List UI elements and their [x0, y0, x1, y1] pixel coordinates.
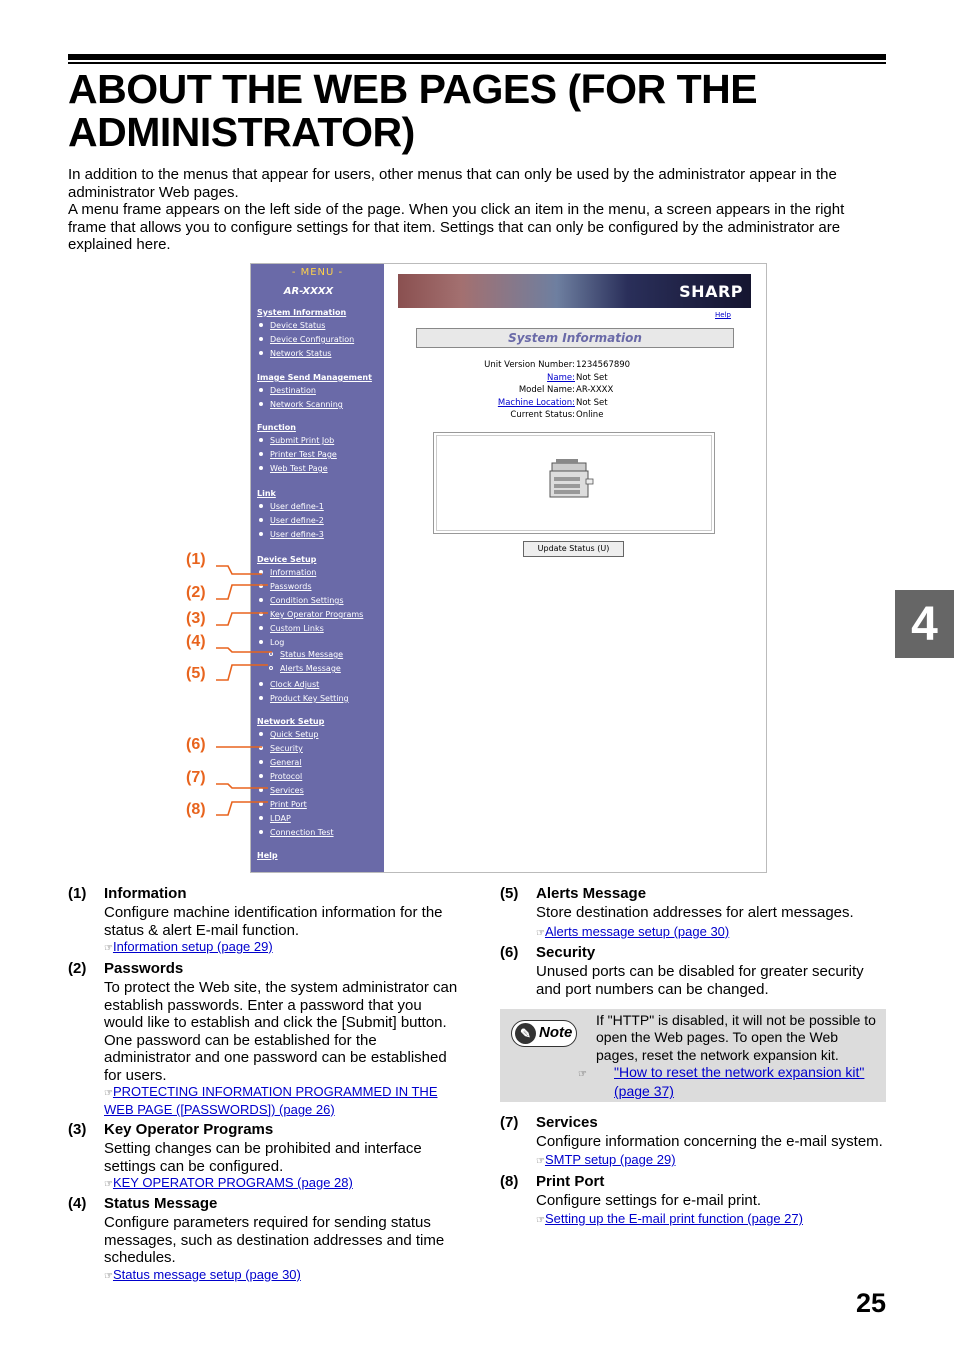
note-badge: ✎ Note [511, 1020, 577, 1047]
item-ref: ☞Alerts message setup (page 30) [536, 924, 730, 939]
note-box [500, 1009, 886, 1102]
menu-section-heading[interactable]: Device Setup [257, 555, 317, 564]
item-desc: Configure information concerning the e-mail system. [536, 1133, 883, 1150]
item-number: (6) [500, 944, 519, 961]
item-desc: Configure settings for e-mail print. [536, 1192, 762, 1209]
info-label: Unit Version Number: [484, 360, 575, 370]
item-ref: ☞Information setup (page 29) [104, 939, 273, 954]
callout-1: (1) [186, 551, 206, 568]
item-desc: Configure machine identification information for the status & alert E-mail function. [104, 904, 443, 939]
item-title: Print Port [536, 1173, 605, 1190]
menu-item[interactable]: Key Operator Programs [259, 610, 363, 619]
info-label[interactable]: Machine Location: [497, 397, 575, 408]
menu-item[interactable]: Web Test Page [259, 464, 328, 473]
menu-section-heading[interactable]: Function [257, 423, 296, 432]
item-title: Status Message [104, 1195, 218, 1212]
info-label[interactable]: Name: [547, 372, 575, 383]
menu-model: AR-XXXX [283, 286, 334, 297]
item-ref: ☞PROTECTING INFORMATION PROGRAMMED IN THE WEB PAGE ([PASSWORDS]) (page 26) [104, 1084, 438, 1117]
item-number: (1) [68, 885, 87, 902]
menu-item[interactable]: LDAP [259, 814, 291, 823]
menu-section-heading[interactable]: Link [257, 489, 276, 498]
callout-2: (2) [186, 584, 206, 601]
copier-icon [548, 457, 594, 499]
menu-item[interactable]: Protocol [259, 772, 302, 781]
panel-title: System Information [416, 328, 734, 348]
menu-item[interactable]: General [259, 758, 302, 767]
menu-item[interactable]: Connection Test [259, 828, 334, 837]
callout-5: (5) [186, 665, 206, 682]
menu-item[interactable]: Security [259, 744, 303, 753]
menu-item[interactable]: Passwords [259, 582, 312, 591]
menu-item[interactable]: Print Port [259, 800, 307, 809]
top-rule-thin [68, 62, 886, 64]
pencil-icon: ✎ [515, 1023, 536, 1044]
update-status-button[interactable]: Update Status (U) [523, 541, 624, 557]
item-desc: Unused ports can be disabled for greater security and port numbers can be changed. [536, 963, 864, 998]
item-title: Security [536, 944, 596, 961]
top-rule [68, 54, 886, 60]
menu-title: - MENU - [291, 267, 344, 278]
info-label: Current Status: [510, 410, 575, 420]
menu-item[interactable]: Device Status [259, 321, 325, 330]
menu-item[interactable]: User define-3 [259, 530, 324, 539]
item-desc: Setting changes can be prohibited and interface settings can be configured. [104, 1140, 422, 1175]
item-title: Passwords [104, 960, 184, 977]
menu-item[interactable]: Network Status [259, 349, 331, 358]
item-title: Key Operator Programs [104, 1121, 274, 1138]
info-label: Model Name: [518, 385, 575, 395]
item-ref: ☞Setting up the E-mail print function (page 27) [536, 1211, 803, 1226]
item-desc: To protect the Web site, the system administrator can establish passwords. Enter a password that you would like to establish and click the [Submit] button. One password can be established for the administrator and one password can be established for users. [104, 979, 458, 1084]
item-number: (7) [500, 1114, 519, 1131]
info-value: Not Set [576, 397, 608, 408]
sharp-banner [398, 274, 751, 308]
ref-link[interactable]: KEY OPERATOR PROGRAMS (page 28) [112, 1175, 353, 1190]
menu-item[interactable]: User define-2 [259, 516, 324, 525]
menu-item[interactable]: Network Scanning [259, 400, 343, 409]
menu-item[interactable]: Alerts Message [269, 664, 341, 673]
menu-item[interactable]: Custom Links [259, 624, 324, 633]
info-value: AR-XXXX [576, 385, 614, 395]
ref-link[interactable]: Setting up the E-mail print function (page 27) [544, 1211, 803, 1226]
menu-help-link[interactable]: Help [257, 851, 278, 860]
menu-item[interactable]: Clock Adjust [259, 680, 319, 689]
info-value: Online [576, 410, 604, 420]
menu-item[interactable]: Services [259, 786, 304, 795]
item-ref: ☞KEY OPERATOR PROGRAMS (page 28) [104, 1175, 353, 1190]
intro-paragraph-2: A menu frame appears on the left side of the page. When you click an item in the menu, a screen appears in the right frame that allows you to configure settings for that item. Settings that can only be configured by the administrator are explained here. [68, 201, 845, 253]
menu-item[interactable]: Printer Test Page [259, 450, 337, 459]
sharp-logo: SHARP [679, 282, 743, 301]
info-value: Not Set [576, 372, 608, 383]
item-ref: ☞SMTP setup (page 29) [536, 1152, 676, 1167]
menu-item[interactable]: Product Key Setting [259, 694, 349, 703]
item-title: Alerts Message [536, 885, 647, 902]
menu-item[interactable]: Submit Print Job [259, 436, 334, 445]
menu-item[interactable]: Log [259, 638, 284, 647]
menu-item[interactable]: Destination [259, 386, 316, 395]
ref-link[interactable]: PROTECTING INFORMATION PROGRAMMED IN THE WEB PAGE ([PASSWORDS]) (page 26) [104, 1084, 438, 1117]
callout-3: (3) [186, 610, 206, 627]
note-ref-link[interactable]: "How to reset the network expansion kit" (page 37) [614, 1063, 865, 1100]
callout-7: (7) [186, 769, 206, 786]
menu-section-heading[interactable]: Image Send Management [257, 373, 372, 382]
note-text: If "HTTP" is disabled, it will not be possible to open the Web pages. To open the Web pages, reset the network expansion kit. ☞ "How to reset the network expansion kit" (page 37) [578, 1012, 876, 1100]
ref-link[interactable]: Information setup (page 29) [112, 939, 273, 954]
help-link[interactable]: Help [715, 311, 731, 319]
menu-section-heading[interactable]: System Information [257, 308, 347, 317]
item-number: (5) [500, 885, 519, 902]
item-title: Services [536, 1114, 598, 1131]
item-desc: Store destination addresses for alert messages. [536, 904, 854, 921]
ref-link[interactable]: Alerts message setup (page 30) [544, 924, 730, 939]
intro [68, 166, 886, 254]
intro-paragraph-1: In addition to the menus that appear for users, other menus that can only be used by the administrator appear in the administrator Web pages. [68, 166, 837, 201]
ref-link[interactable]: Status message setup (page 30) [112, 1267, 301, 1282]
page-title: ABOUT THE WEB PAGES (FOR THE ADMINISTRATOR) [68, 66, 758, 155]
menu-item[interactable]: Quick Setup [259, 730, 318, 739]
ref-link[interactable]: SMTP setup (page 29) [544, 1152, 676, 1167]
item-number: (8) [500, 1173, 519, 1190]
menu-item[interactable]: Condition Settings [259, 596, 344, 605]
item-number: (2) [68, 960, 87, 977]
callout-6: (6) [186, 736, 206, 753]
item-desc: Configure parameters required for sending status messages, such as destination addresses and time schedules. [104, 1214, 445, 1266]
menu-item[interactable]: User define-1 [259, 502, 324, 511]
item-number: (3) [68, 1121, 87, 1138]
menu-frame [251, 264, 384, 873]
page-number: 25 [855, 1288, 886, 1318]
chapter-tab: 4 [895, 590, 954, 658]
item-title: Information [104, 885, 187, 902]
info-value: 1234567890 [576, 360, 631, 370]
item-number: (4) [68, 1195, 87, 1212]
machine-image-box [433, 432, 715, 534]
menu-item[interactable]: Device Configuration [259, 335, 354, 344]
callout-8: (8) [186, 801, 206, 818]
admin-web-page-screenshot [250, 263, 767, 873]
menu-item[interactable]: Status Message [269, 650, 343, 659]
item-ref: ☞Status message setup (page 30) [104, 1267, 301, 1282]
menu-section-heading[interactable]: Network Setup [257, 717, 325, 726]
callout-4: (4) [186, 633, 206, 650]
menu-item[interactable]: Information [259, 568, 316, 577]
